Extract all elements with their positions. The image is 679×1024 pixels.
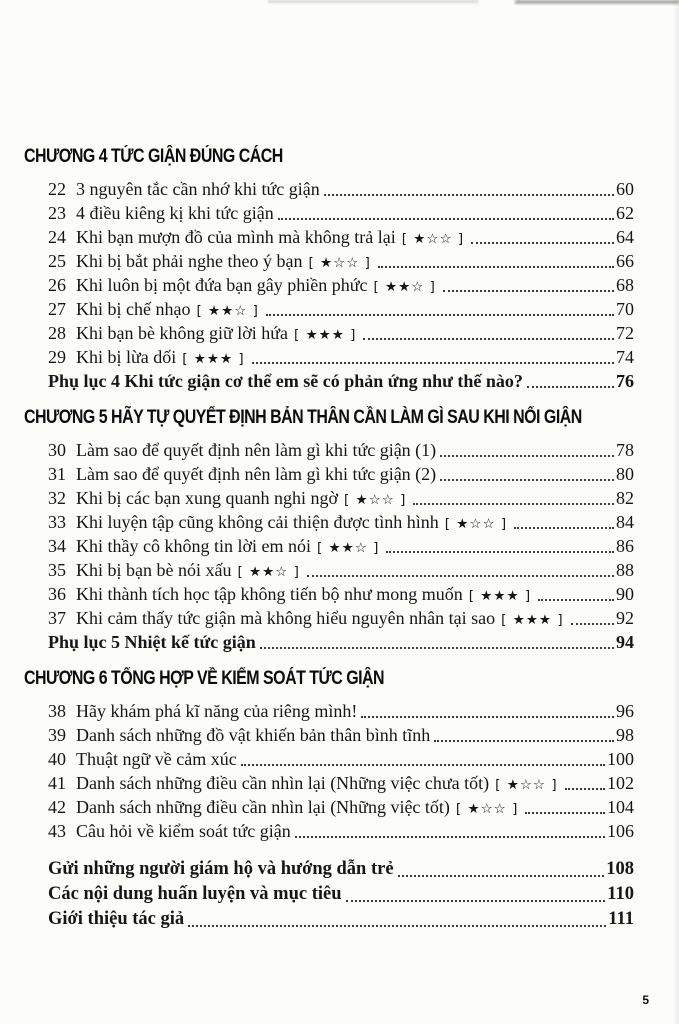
toc-row — [24, 534, 634, 558]
dot-leader — [252, 362, 614, 364]
toc-row — [24, 369, 634, 393]
item-rating: [ ★★★ ] — [182, 351, 245, 367]
item-rating: [ ★☆☆ ] — [444, 516, 508, 532]
item-number: 28 — [48, 323, 66, 343]
item-title: 3 nguyên tắc cần nhớ khi tức giận — [76, 179, 320, 199]
item-number: 43 — [48, 821, 66, 841]
item-page: 74 — [616, 347, 634, 367]
toc-row — [24, 558, 634, 582]
item-page: 62 — [616, 203, 634, 223]
toc-row — [24, 771, 634, 795]
item-rating: [ ★★☆ ] — [237, 564, 300, 580]
item-number: 35 — [48, 560, 66, 580]
item-title: Gửi những người giám hộ và hướng dẫn trẻ — [48, 859, 394, 879]
item-number: 41 — [48, 773, 66, 793]
toc-row — [24, 606, 634, 630]
item-title: Phụ lục 5 Nhiệt kế tức giận — [48, 632, 256, 652]
item-number: 37 — [48, 608, 66, 628]
item-title: Câu hỏi về kiểm soát tức giận — [76, 821, 291, 841]
item-title: Khi bị lừa dối — [76, 347, 177, 367]
dot-leader — [260, 647, 614, 649]
item-rating: [ ★☆☆ ] — [308, 255, 371, 271]
item-number: 42 — [48, 797, 66, 817]
item-page: 104 — [607, 797, 634, 817]
item-title: Danh sách những điều cần nhìn lại (Những việc chưa tốt) — [76, 773, 490, 793]
item-title: Khi bạn bè không giữ lời hứa — [76, 323, 289, 343]
item-rating: [ ★★☆ ] — [317, 540, 380, 556]
item-title: Khi luyện tập cũng không cải thiện được tình hình — [76, 512, 439, 532]
dot-leader — [525, 812, 605, 814]
dot-leader — [307, 575, 614, 577]
item-title: Khi bị chế nhạo — [76, 299, 191, 319]
item-page: 68 — [616, 275, 634, 295]
item-page: 80 — [616, 464, 634, 484]
toc-row — [24, 438, 634, 462]
item-number: 31 — [48, 464, 66, 484]
item-rating: [ ★★★ ] — [294, 327, 357, 343]
dot-leader — [324, 194, 614, 196]
item-rating: [ ★★☆ ] — [196, 303, 259, 319]
chapter-heading: CHƯƠNG 4 TỨC GIẬN ĐÚNG CÁCH — [24, 146, 283, 167]
dot-leader — [440, 479, 614, 481]
dot-leader — [413, 503, 614, 505]
item-title: Khi thành tích học tập không tiến bộ như mong muốn — [76, 584, 463, 604]
item-number: 27 — [48, 299, 66, 319]
toc-row — [24, 907, 634, 932]
item-title: Khi luôn bị một đứa bạn gây phiền phức — [76, 275, 368, 295]
item-title: Thuật ngữ về cảm xúc — [76, 749, 237, 769]
toc-row — [24, 321, 634, 345]
page-number: 5 — [642, 993, 649, 1007]
item-number: 34 — [48, 536, 66, 556]
item-title: Khi bị bắt phải nghe theo ý bạn — [76, 251, 303, 271]
toc-row — [24, 225, 634, 249]
item-page: 60 — [616, 179, 634, 199]
toc-row — [24, 273, 634, 297]
toc-row — [24, 699, 634, 723]
item-page: 98 — [616, 725, 634, 745]
toc-row — [24, 723, 634, 747]
toc-row — [24, 630, 634, 654]
item-number: 22 — [48, 179, 66, 199]
item-number: 24 — [48, 227, 66, 247]
item-number: 39 — [48, 725, 66, 745]
item-number: 33 — [48, 512, 66, 532]
item-rating: [ ★★★ ] — [468, 588, 532, 604]
item-number: 32 — [48, 488, 66, 508]
item-title: Danh sách những đồ vật khiến bản thân bình tĩnh — [76, 725, 431, 745]
item-number: 23 — [48, 203, 66, 223]
toc-row — [24, 857, 634, 882]
item-title: Làm sao để quyết định nên làm gì khi tức giận (1) — [76, 440, 437, 460]
item-page: 70 — [616, 299, 634, 319]
item-title: 4 điều kiêng kị khi tức giận — [76, 203, 274, 223]
scan-artifact — [515, 0, 679, 4]
toc — [24, 146, 634, 932]
item-number: 36 — [48, 584, 66, 604]
dot-leader — [295, 836, 605, 838]
dot-leader — [361, 716, 614, 718]
dot-leader — [443, 290, 614, 292]
item-title: Khi bị các bạn xung quanh nghi ngờ — [76, 488, 338, 508]
item-page: 92 — [616, 608, 634, 628]
dot-leader — [514, 527, 614, 529]
dot-leader — [378, 266, 614, 268]
item-page: 76 — [616, 371, 634, 391]
dot-leader — [527, 386, 614, 388]
item-title: Danh sách những điều cần nhìn lại (Những việc tốt) — [76, 797, 450, 817]
dot-leader — [398, 875, 605, 877]
toc-row — [24, 819, 634, 843]
item-number: 26 — [48, 275, 66, 295]
item-title: Các nội dung huấn luyện và mục tiêu — [48, 884, 342, 904]
chapter-section — [24, 668, 634, 843]
toc-row — [24, 249, 634, 273]
chapter-section — [24, 407, 634, 654]
toc-row — [24, 297, 634, 321]
item-number: 25 — [48, 251, 66, 271]
item-page: 100 — [607, 749, 634, 769]
item-title: Hãy khám phá kĩ năng của riêng mình! — [76, 701, 358, 721]
item-rating: [ ★☆☆ ] — [495, 777, 558, 793]
item-page: 111 — [608, 909, 634, 929]
dot-leader — [571, 623, 614, 625]
item-page: 86 — [616, 536, 634, 556]
item-page: 110 — [607, 884, 634, 904]
item-title: Khi cảm thấy tức giận mà không hiểu nguyên nhân tại sao — [76, 608, 496, 628]
item-page: 84 — [616, 512, 634, 532]
dot-leader — [386, 551, 614, 553]
chapter-heading: CHƯƠNG 6 TỔNG HỢP VỀ KIỂM SOÁT TỨC GIẬN — [24, 668, 385, 689]
item-title: Khi thầy cô không tin lời em nói — [76, 536, 311, 556]
scan-artifact — [672, 0, 679, 1024]
dot-leader — [538, 599, 614, 601]
dot-leader — [565, 788, 605, 790]
chapter-items — [24, 699, 634, 843]
item-page: 82 — [616, 488, 634, 508]
chapter-heading: CHƯƠNG 5 HÃY TỰ QUYẾT ĐỊNH BẢN THÂN CẦN LÀM GÌ SAU KHI NỔI GIẬN — [24, 407, 582, 428]
item-rating: [ ★★☆ ] — [373, 279, 436, 295]
toc-row — [24, 747, 634, 771]
footer-list — [24, 857, 634, 932]
dot-leader — [278, 218, 614, 220]
dot-leader — [266, 314, 614, 316]
dot-leader — [363, 338, 614, 340]
dot-leader — [346, 900, 606, 902]
item-page: 94 — [616, 632, 634, 652]
dot-leader — [241, 764, 605, 766]
item-page: 108 — [606, 859, 634, 879]
toc-row — [24, 582, 634, 606]
scan-artifact — [268, 0, 478, 3]
item-title: Làm sao để quyết định nên làm gì khi tức giận (2) — [76, 464, 437, 484]
item-number: 40 — [48, 749, 66, 769]
toc-row — [24, 510, 634, 534]
item-page: 66 — [616, 251, 634, 271]
item-rating: [ ★☆☆ ] — [343, 492, 407, 508]
item-number: 29 — [48, 347, 66, 367]
dot-leader — [440, 455, 614, 457]
toc-row — [24, 345, 634, 369]
item-page: 72 — [616, 323, 634, 343]
dot-leader — [471, 242, 614, 244]
toc-row — [24, 201, 634, 225]
item-rating: [ ★☆☆ ] — [401, 231, 465, 247]
item-title: Giới thiệu tác giả — [48, 909, 185, 929]
item-number: 38 — [48, 701, 66, 721]
dot-leader — [434, 740, 614, 742]
toc-row — [24, 177, 634, 201]
item-page: 88 — [616, 560, 634, 580]
dot-leader — [188, 925, 606, 927]
item-number: 30 — [48, 440, 66, 460]
toc-row — [24, 462, 634, 486]
item-page: 102 — [607, 773, 634, 793]
chapter-section — [24, 146, 634, 393]
item-page: 106 — [607, 821, 634, 841]
chapter-items — [24, 438, 634, 654]
item-rating: [ ★☆☆ ] — [455, 801, 519, 817]
chapter-items — [24, 177, 634, 393]
item-page: 90 — [616, 584, 634, 604]
item-page: 78 — [616, 440, 634, 460]
toc-row — [24, 795, 634, 819]
item-rating: [ ★★★ ] — [501, 612, 564, 628]
item-page: 64 — [616, 227, 634, 247]
item-title: Khi bạn mượn đồ của mình mà không trả lại — [76, 227, 396, 247]
toc-row — [24, 486, 634, 510]
item-title: Phụ lục 4 Khi tức giận cơ thể em sẽ có phản ứng như thế nào? — [48, 371, 523, 391]
item-page: 96 — [616, 701, 634, 721]
item-title: Khi bị bạn bè nói xấu — [76, 560, 232, 580]
toc-row — [24, 882, 634, 907]
